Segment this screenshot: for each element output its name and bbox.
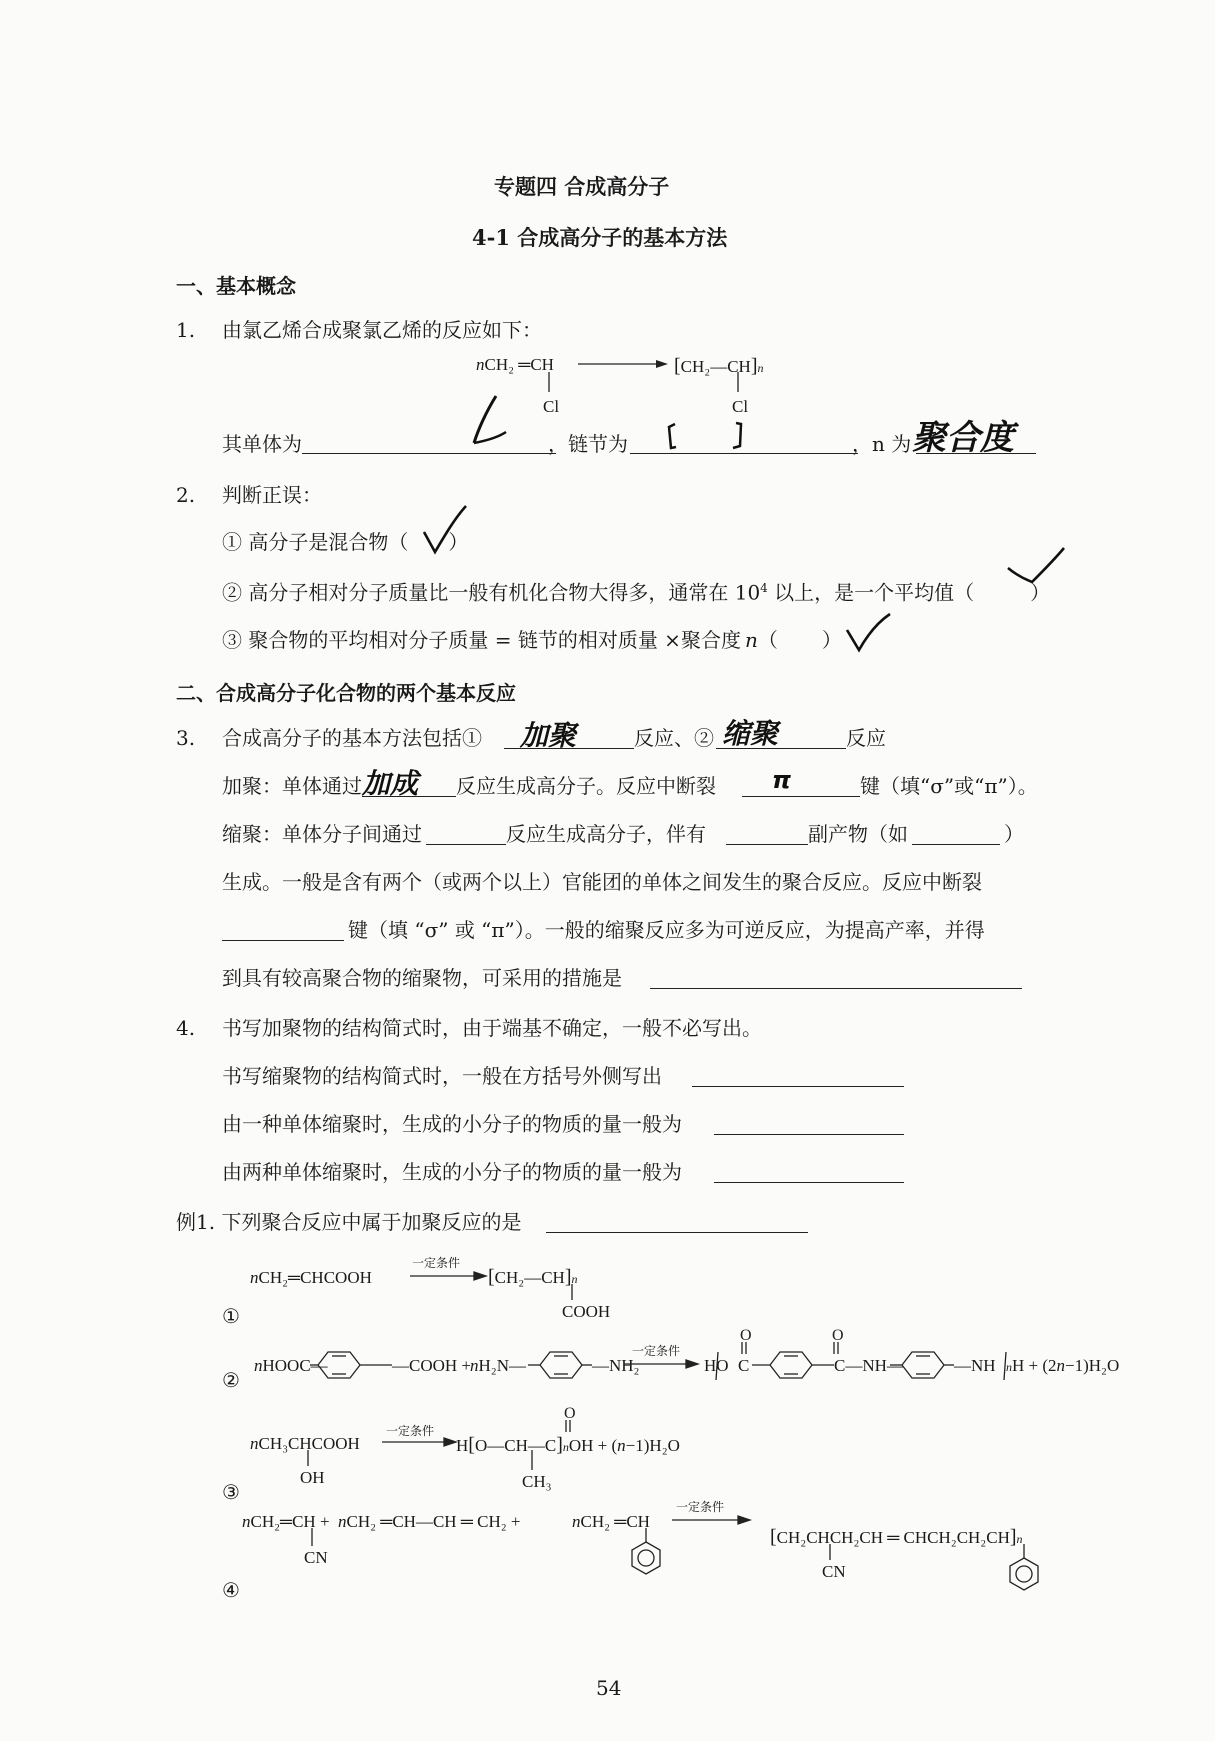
q4-line3: 由一种单体缩聚时，生成的小分子的物质的量一般为 [222, 1112, 682, 1136]
reaction-3-methyl: CH₃ [522, 1472, 552, 1491]
reaction-2-ho: HO [704, 1356, 729, 1375]
n-coefficient: n [242, 1512, 251, 1531]
option-4-label: ④ [222, 1578, 240, 1602]
reaction-3-water: −1)H₂O [625, 1436, 680, 1455]
n-coefficient: n [250, 1434, 259, 1453]
reaction-3-oh: OH + ( [568, 1436, 618, 1455]
reaction-2-nh2: —NH₂ [592, 1356, 640, 1375]
n-coefficient: n [338, 1512, 347, 1531]
option-1-label: ① [222, 1304, 240, 1328]
reaction-2-h2n: H₂N— [478, 1356, 526, 1375]
reaction-1-monomer: CH₂═CHCOOH [258, 1268, 372, 1287]
reaction-2-carbonyl: C [738, 1356, 750, 1375]
q3-line3a: 缩聚：单体分子间通过 [222, 822, 422, 846]
n-subscript: n [1006, 1360, 1012, 1374]
statement-1-close: ） [448, 530, 469, 554]
n-coefficient: n [470, 1356, 479, 1375]
reaction-condition: 一定条件 [386, 1424, 435, 1438]
q4-line1: 书写加聚物的结构简式时，由于端基不确定，一般不必写出。 [222, 1016, 762, 1040]
reaction-condition: 一定条件 [632, 1344, 681, 1358]
reaction-condition: 一定条件 [412, 1256, 461, 1270]
handwritten-answer-3: 加成 [362, 767, 419, 800]
section-heading-2: 二、合成高分子化合物的两个基本反应 [176, 681, 516, 705]
reaction-2-cooh: —COOH + [392, 1356, 472, 1375]
chlorine-label: Cl [732, 397, 749, 416]
reaction-1-substituent: COOH [562, 1302, 611, 1321]
option-3-label: ③ [222, 1480, 240, 1504]
monomer-label: 其单体为 [222, 432, 302, 456]
n-variable: n [1056, 1356, 1066, 1375]
q3-line2b: 反应生成高分子。反应中断裂 [456, 774, 716, 798]
n-subscript: n [1016, 1532, 1023, 1546]
reaction-4-repeat-unit: CH₂CHCH₂CH ═ CHCH₂CH₂CH [776, 1528, 1010, 1547]
section-heading-1: 一、基本概念 [176, 274, 296, 298]
question-number: 2. [176, 483, 196, 507]
svg-text:O: O [740, 1327, 752, 1344]
q3-line3b: 反应生成高分子，伴有 [506, 822, 706, 846]
statement-2-text-end: 以上，是一个平均值（ [767, 580, 975, 605]
q3-line1a: 合成高分子的基本方法包括① [222, 726, 482, 750]
q4-line2: 书写缩聚物的结构简式时，一般在方括号外侧写出 [222, 1064, 662, 1088]
question-text: 判断正误： [222, 483, 322, 507]
n-label: ，n 为 [852, 432, 912, 456]
example-1-question: 例1. 下列聚合反应中属于加聚反应的是 [176, 1210, 522, 1234]
statement-3-open: （ [757, 628, 778, 652]
reaction-3-lactic-acid: CH₃CHCOOH [258, 1434, 360, 1453]
page-number: 54 [596, 1676, 622, 1700]
question-number: 1. [176, 318, 196, 342]
q3-line3c: 副产物（如 [808, 822, 908, 846]
n-coefficient: n [250, 1268, 259, 1287]
statement-2-close: ） [1030, 580, 1051, 605]
pvc-equation: nCH₂ ═CH [476, 355, 554, 374]
page-title: 专题四 合成高分子 [494, 174, 670, 199]
question-number: 3. [176, 726, 196, 750]
exponent: 4 [760, 581, 768, 595]
reaction-1-repeat-unit: CH₂—CH [494, 1268, 565, 1287]
reaction-3-product: H[O—CH—C]nOH + (n−1)H₂O [456, 1434, 680, 1456]
q4-line4: 由两种单体缩聚时，生成的小分子的物质的量一般为 [222, 1160, 682, 1184]
handwritten-answer-4: π [772, 766, 791, 794]
n-variable: n [744, 628, 758, 652]
reaction-2-amide: C—NH— [834, 1356, 904, 1375]
reaction-2-hooc: HOOC— [262, 1356, 328, 1375]
q3-line5: 键（填 “σ” 或 “π”）。一般的缩聚反应多为可逆反应，为提高产率，并得 [348, 918, 985, 942]
statement-3-text: ③ 聚合物的平均相对分子质量 = 链节的相对质量 ×聚合度 [222, 628, 741, 652]
handwritten-answer-1: 加聚 [520, 719, 577, 752]
question-text: 由氯乙烯合成聚氯乙烯的反应如下： [222, 318, 542, 342]
reaction-2-nh: —NH [954, 1356, 996, 1375]
n-subscript: n [757, 361, 764, 375]
reaction-4-nitrile: CN [304, 1548, 328, 1567]
n-coefficient: n [572, 1512, 581, 1531]
option-2-label: ② [222, 1368, 240, 1392]
handwritten-answer-n: 聚合度 [912, 418, 1014, 458]
reaction-4-product: [CH₂CHCH₂CH ═ CHCH₂CH₂CH]n [770, 1526, 1023, 1548]
pvc-product: [CH₂—CH]n [674, 355, 764, 377]
statement-3-close: ） [821, 628, 842, 652]
reaction-4-styrene: CH₂ ═CH [580, 1512, 650, 1531]
page-subtitle: 4-1 合成高分子的基本方法 [472, 225, 728, 250]
n-coefficient: n [254, 1356, 263, 1375]
unit-label: ，链节为 [548, 432, 628, 456]
svg-text:O: O [564, 1405, 576, 1422]
question-number: 4. [176, 1016, 196, 1040]
reaction-3-hydroxyl: OH [300, 1468, 325, 1487]
reaction-4-product-nitrile: CN [822, 1562, 846, 1581]
reaction-3-h: H [456, 1436, 469, 1455]
reaction-2-water-b: −1)H₂O [1065, 1356, 1120, 1375]
reaction-3-repeat-unit: O—CH—C [474, 1436, 557, 1455]
reaction-1-product: [CH₂—CH]n [488, 1266, 578, 1288]
reaction-4-acrylonitrile: CH₂═CH + [250, 1512, 330, 1531]
chlorine-label: Cl [543, 397, 560, 416]
reaction-2-water-a: H + (2 [1012, 1356, 1057, 1375]
reaction-4-butadiene: CH₂ ═CH—CH ═ CH₂ + [346, 1512, 521, 1531]
q3-line2a: 加聚：单体通过 [222, 774, 362, 798]
q3-line1b: 反应、② [634, 726, 714, 750]
n-subscript: n [571, 1272, 578, 1286]
q3-line1c: 反应 [846, 726, 886, 750]
q3-line6: 到具有较高聚合物的缩聚物，可采用的措施是 [222, 966, 622, 990]
q3-line2c: 键（填“σ”或“π”）。 [860, 774, 1038, 798]
statement-1-text: ① 高分子是混合物（ [222, 530, 409, 554]
n-subscript: n [562, 1440, 569, 1454]
q3-line4: 生成。一般是含有两个（或两个以上）官能团的单体之间发生的聚合反应。反应中断裂 [222, 870, 982, 894]
reaction-condition: 一定条件 [676, 1500, 725, 1514]
statement-2-text: ② 高分子相对分子质量比一般有机化合物大得多，通常在 10 [222, 580, 761, 605]
n-coefficient: n [476, 355, 485, 374]
handwritten-answer-2: 缩聚 [722, 717, 779, 750]
q3-line3d: ） [1004, 822, 1024, 846]
n-variable: n [617, 1436, 626, 1455]
svg-text:O: O [832, 1327, 844, 1344]
